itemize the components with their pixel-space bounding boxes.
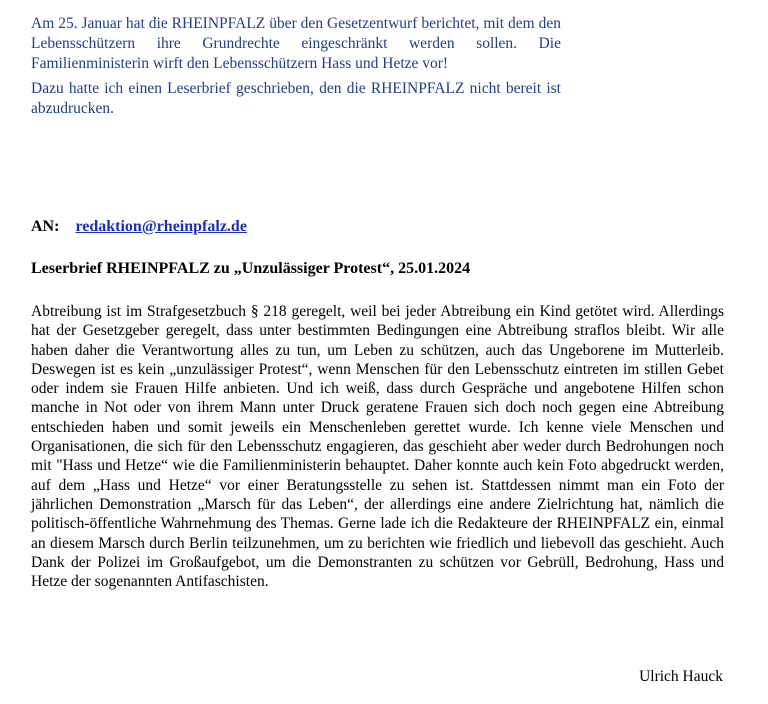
intro-paragraph-1: Am 25. Januar hat die RHEINPFALZ über den Gesetzentwurf berichtet, mit dem den Lebensschützern ihre Grundrechte eingeschränkt werden sollen. Die Familienministerin wirft den Lebensschützern Hass und Hetze vor! xyxy=(31,15,561,72)
recipient-email-link[interactable]: redaktion@rheinpfalz.de xyxy=(75,218,247,235)
recipient-label: AN: xyxy=(31,218,60,235)
letter-body-text: Abtreibung ist im Strafgesetzbuch § 218 geregelt, weil bei jeder Abtreibung ein Kind getötet wird. Allerdings hat der Gesetzgeber geregelt, dass unter bestimmten Bedingungen eine Abtreibung straflos bleibt. Wir alle haben daher die Verantwortung alles zu tun, um Leben zu schützen, auch das Ungeborene im Mutterleib. Deswegen ist es kein „unzulässiger Protest“, wenn Menschen für den Lebensschutz eintreten im stillen Gebet oder indem sie Frauen Hilfe anbieten. Und ich weiß, dass durch Gespräche und angebotene Hilfen schon manche in Not oder von ihrem Mann unter Druck geratene Frauen sich doch noch gegen eine Abtreibung entschieden haben und somit jeweils ein Menschenleben gerettet wurde. Ich kenne viele Menschen und Organisationen, die sich für den Lebensschutz engagieren, das geschieht aber weder durch Bedrohungen noch mit "Hass und Hetze“ wie die Familienministerin behauptet. Daher konnte auch kein Foto abgedruckt werden, auf dem „Hass und Hetze“ vor einer Beratungsstelle zu sehen ist. Stattdessen nimmt man ein Foto der jährlichen Demonstration „Marsch für das Leben“, der allerdings eine andere Zielrichtung hat, nämlich die politisch-öffentliche Wahrnehmung des Themas. Gerne lade ich die Redakteure der RHEINPFALZ ein, einmal an diesem Marsch durch Berlin teilzunehmen, um zu berichten wie friedlich und liebevoll das geschieht. Auch Dank der Polizei im Großaufgebot, um die Demonstranten zu schützen vor Gebrüll, Bedrohung, Hass und Hetze der sogenannten Antifaschisten. xyxy=(31,303,724,591)
letter-body xyxy=(31,302,724,591)
intro-section xyxy=(31,14,561,124)
intro-paragraph-2: Dazu hatte ich einen Leserbrief geschrieben, den die RHEINPFALZ nicht bereit ist abzudrucken. xyxy=(31,80,561,117)
letter-subject: Leserbrief RHEINPFALZ zu „Unzulässiger Protest“, 25.01.2024 xyxy=(31,260,471,277)
recipient-line xyxy=(31,218,247,236)
letter-signature: Ulrich Hauck xyxy=(639,668,723,685)
